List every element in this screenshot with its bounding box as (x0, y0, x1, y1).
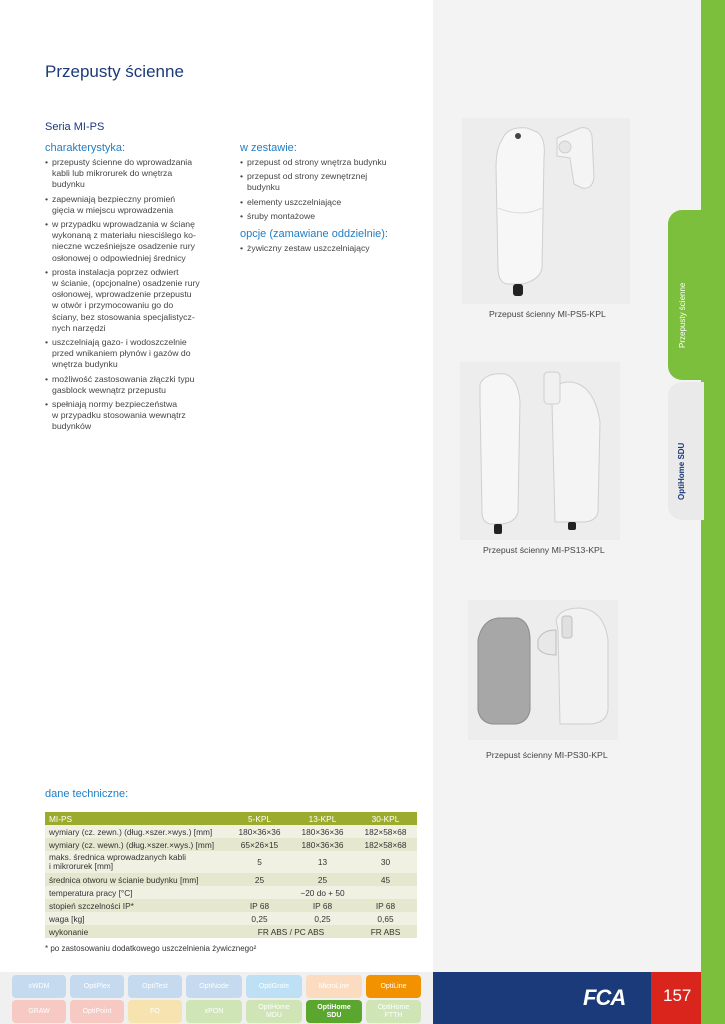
table-cell: 182×58×68 (354, 838, 417, 851)
wall-bushing-ps30-icon (468, 600, 618, 740)
product-caption-ps13: Przepust ścienny MI-PS13-KPL (483, 545, 605, 555)
table-cell: 180×36×36 (291, 838, 354, 851)
table-cell: FR ABS (354, 925, 417, 938)
features-heading: charakterystyka: (45, 142, 126, 154)
footer-nav (0, 972, 433, 1024)
table-cell: IP 68 (354, 899, 417, 912)
table-row (45, 925, 417, 938)
list-item: • elementy uszczelniające (240, 197, 430, 208)
footer-tab-xpon[interactable]: xPON (186, 1000, 242, 1023)
brand-footer-block (433, 972, 651, 1024)
category-tab-label: OptiHome SDU (677, 442, 686, 500)
table-row (45, 899, 417, 912)
table-cell: maks. średnica wprowadzanych kabli i mikrorurek [mm] (45, 851, 228, 873)
table-cell: 65×26×15 (228, 838, 291, 851)
table-row (45, 873, 417, 886)
table-cell: −20 do + 50 (228, 886, 417, 899)
table-cell: 0,25 (228, 912, 291, 925)
list-item: • możliwość zastosowania złączki typu gasblock wewnątrz przepustu (45, 374, 230, 396)
options-list (240, 243, 430, 254)
product-photo-ps30 (468, 600, 618, 740)
section-tab[interactable] (668, 210, 704, 380)
list-item: • przepust od strony zewnętrznej budynku (240, 171, 430, 193)
kit-section (240, 142, 430, 257)
category-tab[interactable] (668, 382, 704, 520)
footer-tab-graw[interactable]: GRAW (12, 1000, 66, 1023)
footer-tab-optihome-ftth[interactable]: OptiHome FTTH (366, 1000, 421, 1023)
table-cell: 0,25 (291, 912, 354, 925)
options-heading: opcje (zamawiane oddzielnie): (240, 228, 388, 241)
footer-tab-xwdm[interactable]: xWDM (12, 975, 66, 998)
table-cell: temperatura pracy [°C] (45, 886, 228, 899)
product-caption-ps5: Przepust ścienny MI-PS5-KPL (489, 309, 606, 319)
table-cell: waga [kg] (45, 912, 228, 925)
list-item: • zapewniają bezpieczny promień gięcia w miejscu wprowadzenia (45, 194, 230, 216)
table-cell: stopień szczelności IP* (45, 899, 228, 912)
footer-tab-fo[interactable]: FO (128, 1000, 182, 1023)
footer-tab-microline[interactable]: MicroLine (306, 975, 362, 998)
list-item: • śruby montażowe (240, 211, 430, 222)
table-cell: wymiary (cz. zewn.) (dług.×szer.×wys.) [mm] (45, 825, 228, 838)
table-header-cell: 13-KPL (291, 812, 354, 825)
table-header-row (45, 812, 417, 825)
table-row (45, 838, 417, 851)
footer-tab-optitest[interactable]: OptiTest (128, 975, 182, 998)
table-row (45, 886, 417, 899)
table-cell: 25 (228, 873, 291, 886)
footer-tab-optinode[interactable]: OptiNode (186, 975, 242, 998)
footer-tab-optigrate[interactable]: OptiGrate (246, 975, 302, 998)
product-photo-ps5 (462, 118, 630, 304)
kit-list (240, 157, 430, 222)
table-cell: 0,65 (354, 912, 417, 925)
product-photo-ps13 (460, 362, 620, 540)
product-caption-ps30: Przepust ścienny MI-PS30-KPL (486, 750, 608, 760)
table-row (45, 825, 417, 838)
list-item: • żywiczny zestaw uszczelniający (240, 243, 430, 254)
wall-bushing-ps13-icon (460, 362, 620, 540)
list-item: • przepust od strony wnętrza budynku (240, 157, 430, 168)
list-item: • uszczelniają gazo- i wodoszczelnie przed wnikaniem płynów i gazów do wnętrza budynku (45, 337, 230, 371)
table-cell: 30 (354, 851, 417, 873)
features-list (45, 157, 230, 433)
list-item: • spełniają normy bezpieczeństwa w przypadku stosowania wewnątrz budynków (45, 399, 230, 433)
table-cell: 182×58×68 (354, 825, 417, 838)
table-cell: 180×36×36 (228, 825, 291, 838)
list-item: • w przypadku wprowadzania w ścianę wykonaną z materiału niesciślego ko- nieczne wcześniejsze osadzenie rury osłonowej o odpowiedniej średnicy (45, 219, 230, 264)
kit-heading: w zestawie: (240, 142, 297, 154)
table-row (45, 851, 417, 873)
page-number: 157 (663, 986, 692, 1005)
page-title: Przepusty ścienne (45, 62, 184, 81)
table-cell: 25 (291, 873, 354, 886)
table-cell: IP 68 (291, 899, 354, 912)
footer-tab-optihome-mdu[interactable]: OptiHome MDU (246, 1000, 302, 1023)
table-header-cell: MI-PS (45, 812, 228, 825)
page-number-block (651, 972, 701, 1024)
table-cell: FR ABS / PC ABS (228, 925, 354, 938)
table-cell: 13 (291, 851, 354, 873)
brand-logo: FCA (583, 985, 626, 1010)
footer-tab-optihome-sdu[interactable]: OptiHome SDU (306, 1000, 362, 1023)
table-header-cell: 5-KPL (228, 812, 291, 825)
table-cell: IP 68 (228, 899, 291, 912)
spec-footnote: * po zastosowaniu dodatkowego uszczelnienia żywicznego² (45, 944, 257, 953)
footer-tab-optiplex[interactable]: OptiPlex (70, 975, 124, 998)
table-header-cell: 30-KPL (354, 812, 417, 825)
green-footer-strip (701, 972, 725, 1024)
table-cell: 45 (354, 873, 417, 886)
spec-heading: dane techniczne: (45, 788, 129, 800)
table-cell: średnica otworu w ścianie budynku [mm] (45, 873, 228, 886)
table-cell: 180×36×36 (291, 825, 354, 838)
footer-tab-optipoint[interactable]: OptiPoint (70, 1000, 124, 1023)
footer-tab-optiline[interactable]: OptiLine (366, 975, 421, 998)
wall-bushing-ps5-icon (462, 118, 630, 304)
table-row (45, 912, 417, 925)
table-cell: 5 (228, 851, 291, 873)
spec-table (45, 812, 417, 938)
series-label: Seria MI-PS (45, 121, 105, 133)
table-cell: wymiary (cz. wewn.) (dług.×szer.×wys.) [mm] (45, 838, 228, 851)
list-item: • przepusty ścienne do wprowadzania kabli lub mikrorurek do wnętrza budynku (45, 157, 230, 191)
features-section (45, 142, 230, 436)
green-edge-strip (701, 0, 725, 972)
table-cell: wykonanie (45, 925, 228, 938)
list-item: • prosta instalacja poprzez odwiert w ścianie, (opcjonalne) osadzenie rury osłonowej, wprowadzenie przepustu w otwór i przymocowaniu go do ściany, bez stosowania specjalistycz- nych narzędzi (45, 267, 230, 334)
section-tab-label: Przepusty ścienne (678, 282, 687, 348)
